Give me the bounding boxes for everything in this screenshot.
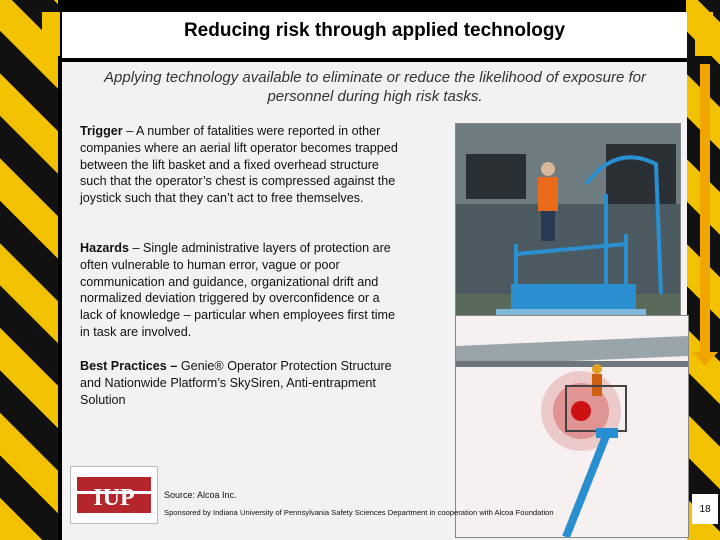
hazard-stripe-left — [0, 0, 58, 540]
hazards-label: Hazards — [80, 241, 129, 255]
slide-subtitle: Applying technology available to eliminate or reduce the likelihood of exposure for personnel during high risk tasks. — [104, 69, 646, 105]
trigger-paragraph — [80, 123, 398, 207]
page-number-text: 18 — [699, 503, 711, 515]
anti-entrapment-illustration — [455, 315, 689, 538]
title-bar — [62, 12, 687, 58]
hazards-paragraph — [80, 240, 398, 341]
trigger-label: Trigger — [80, 124, 123, 138]
iup-logo-art — [75, 473, 153, 517]
title-accent-left — [42, 12, 60, 56]
best-practices-text: Genie® Operator Protection Structure and Nationwide Platform’s SkySiren, Anti-entrapment Solution — [80, 359, 392, 407]
best-practices-paragraph — [80, 358, 398, 408]
logo-lettering: IUP — [93, 485, 135, 511]
anti-entrapment-art — [456, 316, 688, 537]
hazards-text: – Single administrative layers of protection are often vulnerable to human error, vague or poor communication and guidance, organizational drift and normalized deviation triggered by overconfidence or a lack of knowledge – particular when employees first time in task are involved. — [80, 241, 395, 339]
page-number — [692, 494, 718, 524]
trigger-text: – A number of fatalities were reported in other companies where an aerial lift operator becomes trapped between the lift basket and a fixed overhead structure such that the operator’s chest is compressed against the joystick such that they can’t act to free themselves. — [80, 124, 398, 206]
title-accent-right — [695, 12, 713, 56]
source-note: Source: Alcoa Inc. — [164, 490, 237, 500]
down-arrow-shaft — [700, 64, 710, 354]
best-practices-label: Best Practices – — [80, 359, 181, 373]
content-panel — [62, 62, 687, 540]
iup-logo — [70, 466, 158, 524]
sponsor-note: Sponsored by Indiana University of Pennsylvania Safety Sciences Department in cooperation with Alcoa Foundation — [164, 508, 554, 517]
slide-title: Reducing risk through applied technology — [183, 20, 566, 41]
down-arrow-icon — [692, 352, 718, 366]
